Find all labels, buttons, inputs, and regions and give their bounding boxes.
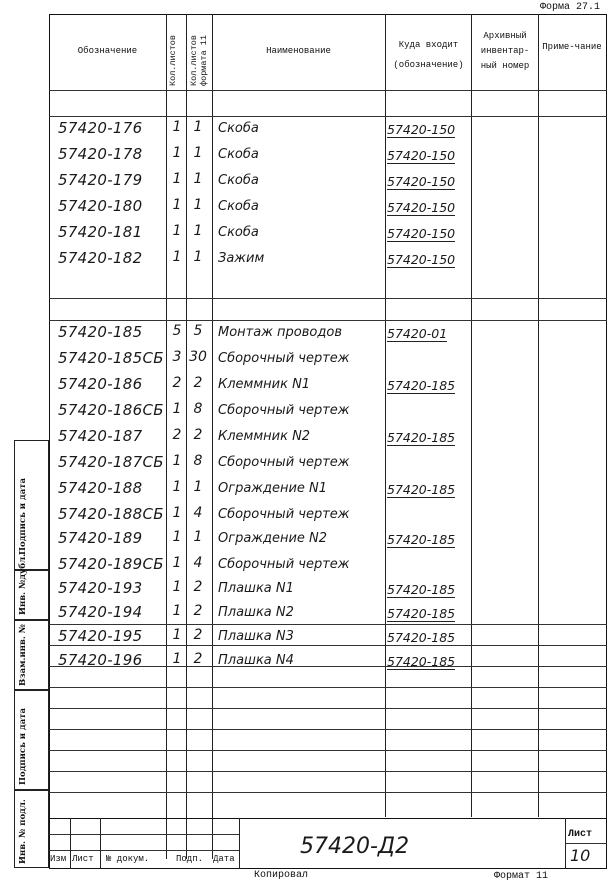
row-format-sheets: 1	[193, 223, 203, 239]
row-sheets: 1	[172, 453, 182, 469]
row-format-sheets: 4	[193, 505, 203, 521]
row-name: Ограждение N2	[218, 531, 328, 546]
row-designation: 57420-187СБ	[58, 453, 164, 471]
table-rule	[49, 320, 607, 321]
row-designation: 57420-179	[58, 171, 143, 189]
row-name: Сборочный чертеж	[218, 557, 350, 572]
col-line-6	[538, 14, 539, 817]
row-format-sheets: 8	[193, 401, 203, 417]
row-name: Клеммник N1	[218, 377, 311, 392]
row-designation: 57420-178	[58, 145, 143, 163]
row-format-sheets: 2	[193, 627, 203, 643]
row-sheets: 1	[172, 579, 182, 595]
header-name: Наименование	[266, 46, 331, 56]
row-designation: 57420-188	[58, 479, 143, 497]
header-sheets-count: Кол.листов	[168, 34, 178, 86]
row-sheets: 3	[172, 349, 182, 365]
row-sheets: 1	[172, 529, 182, 545]
row-designation: 57420-186	[58, 375, 143, 393]
row-name: Плашка N1	[218, 581, 294, 596]
row-where-used: 57420-01	[387, 326, 448, 341]
row-designation: 57420-196	[58, 651, 143, 669]
table-rule	[49, 750, 607, 751]
header-divider	[49, 90, 607, 91]
row-name: Ограждение N1	[218, 481, 328, 496]
row-where-used: 57420-185	[387, 606, 456, 621]
row-where-used: 57420-150	[387, 122, 456, 137]
document-number: 57420-Д2	[300, 834, 410, 859]
table-rule	[49, 708, 607, 709]
row-format-sheets: 8	[193, 453, 203, 469]
row-name: Скоба	[218, 147, 259, 162]
row-where-used: 57420-150	[387, 226, 456, 241]
col-line-5	[471, 14, 472, 817]
row-where-used: 57420-150	[387, 148, 456, 163]
row-where-used: 57420-185	[387, 582, 456, 597]
table-rule	[49, 666, 607, 667]
row-name: Сборочный чертеж	[218, 455, 350, 470]
title-block-row-2	[49, 850, 239, 851]
row-name: Сборочный чертеж	[218, 507, 350, 522]
row-name: Скоба	[218, 199, 259, 214]
tb-col-2	[100, 818, 101, 869]
row-format-sheets: 1	[193, 249, 203, 265]
title-block-sheet-divider	[565, 843, 607, 844]
row-name: Зажим	[218, 251, 265, 266]
table-rule	[49, 771, 607, 772]
title-block-row-1	[49, 834, 239, 835]
row-name: Клеммник N2	[218, 429, 311, 444]
row-sheets: 1	[172, 555, 182, 571]
side-label-signature-date-1: Подпись и дата	[18, 477, 28, 555]
row-where-used: 57420-150	[387, 200, 456, 215]
table-rule	[49, 792, 607, 793]
row-format-sheets: 1	[193, 479, 203, 495]
table-rule	[49, 645, 607, 646]
row-format-sheets: 4	[193, 555, 203, 571]
row-sheets: 1	[172, 627, 182, 643]
row-name: Плашка N2	[218, 605, 294, 620]
sheet-number: 10	[570, 846, 591, 865]
row-format-sheets: 2	[193, 579, 203, 595]
row-designation: 57420-186СБ	[58, 401, 164, 419]
row-name: Сборочный чертеж	[218, 351, 350, 366]
row-sheets: 1	[172, 479, 182, 495]
row-designation: 57420-193	[58, 579, 143, 597]
row-designation: 57420-195	[58, 627, 143, 645]
header-designation: Обозначение	[77, 46, 138, 56]
row-sheets: 1	[172, 401, 182, 417]
tb-label-date: Дата	[213, 854, 235, 864]
tb-label-change: Изм	[50, 854, 67, 864]
row-name: Скоба	[218, 173, 259, 188]
tb-col-sheet	[565, 818, 566, 869]
form-number-label: Форма 27.1	[539, 2, 600, 13]
header-where-used: Куда входит (обозначение)	[393, 40, 464, 70]
col-line-3	[212, 14, 213, 859]
table-rule	[49, 624, 607, 625]
side-label-orig-inv: Инв. № подл.	[18, 799, 28, 864]
row-designation: 57420-194	[58, 603, 143, 621]
row-where-used: 57420-150	[387, 252, 456, 267]
row-designation: 57420-182	[58, 249, 143, 267]
row-sheets: 2	[172, 375, 182, 391]
row-sheets: 1	[172, 603, 182, 619]
col-line-4	[385, 14, 386, 817]
row-sheets: 1	[172, 145, 182, 161]
row-format-sheets: 5	[193, 323, 203, 339]
header-note: Приме-чание	[542, 42, 602, 52]
row-name: Монтаж проводов	[218, 325, 342, 340]
row-name: Скоба	[218, 121, 259, 136]
row-where-used: 57420-185	[387, 430, 456, 445]
row-name: Плашка N3	[218, 629, 294, 644]
footer-format: Формат 11	[494, 871, 549, 882]
side-label-dup-inv: Инв. №дубл.	[18, 553, 28, 615]
row-where-used: 57420-185	[387, 532, 456, 547]
row-format-sheets: 1	[193, 171, 203, 187]
row-sheets: 1	[172, 505, 182, 521]
row-designation: 57420-189СБ	[58, 555, 164, 573]
row-where-used: 57420-185	[387, 654, 456, 669]
row-sheets: 1	[172, 651, 182, 667]
row-format-sheets: 2	[193, 427, 203, 443]
row-sheets: 2	[172, 427, 182, 443]
row-where-used: 57420-185	[387, 482, 456, 497]
row-format-sheets: 2	[193, 651, 203, 667]
row-sheets: 1	[172, 171, 182, 187]
row-designation: 57420-189	[58, 529, 143, 547]
sheet-label: Лист	[568, 829, 593, 840]
row-format-sheets: 1	[193, 197, 203, 213]
row-designation: 57420-187	[58, 427, 143, 445]
row-name: Сборочный чертеж	[218, 403, 350, 418]
row-sheets: 5	[172, 323, 182, 339]
row-where-used: 57420-185	[387, 378, 456, 393]
row-name: Плашка N4	[218, 653, 294, 668]
header-archive-number: Архивный инвентар-ный номер	[480, 31, 530, 71]
title-block-top	[49, 818, 607, 819]
table-rule	[49, 298, 607, 299]
row-where-used: 57420-150	[387, 174, 456, 189]
row-format-sheets: 1	[193, 119, 203, 135]
row-sheets: 1	[172, 119, 182, 135]
row-sheets: 1	[172, 223, 182, 239]
row-where-used: 57420-185	[387, 630, 456, 645]
tb-label-sheet: Лист	[72, 854, 94, 864]
row-designation: 57420-180	[58, 197, 143, 215]
row-designation: 57420-176	[58, 119, 143, 137]
row-format-sheets: 2	[193, 603, 203, 619]
side-label-signature-date-2: Подпись и дата	[18, 707, 28, 785]
row-sheets: 1	[172, 249, 182, 265]
row-format-sheets: 1	[193, 145, 203, 161]
row-format-sheets: 30	[189, 349, 207, 365]
table-rule	[49, 687, 607, 688]
footer-copied: Копировал	[254, 870, 309, 881]
row-designation: 57420-188СБ	[58, 505, 164, 523]
row-sheets: 1	[172, 197, 182, 213]
tb-col-5	[239, 818, 240, 869]
row-name: Скоба	[218, 225, 259, 240]
tb-label-doc-no: № докум.	[106, 854, 150, 864]
table-rule	[49, 729, 607, 730]
table-rule	[49, 116, 607, 117]
row-format-sheets: 2	[193, 375, 203, 391]
tb-label-signature: Подп.	[176, 854, 204, 864]
tb-col-1	[70, 818, 71, 869]
row-format-sheets: 1	[193, 529, 203, 545]
side-label-replace-inv: Взам.инв. №	[18, 623, 28, 686]
row-designation: 57420-181	[58, 223, 143, 241]
row-designation: 57420-185	[58, 323, 143, 341]
row-designation: 57420-185СБ	[58, 349, 164, 367]
header-format-count: Кол.листов формата 11	[189, 34, 209, 86]
